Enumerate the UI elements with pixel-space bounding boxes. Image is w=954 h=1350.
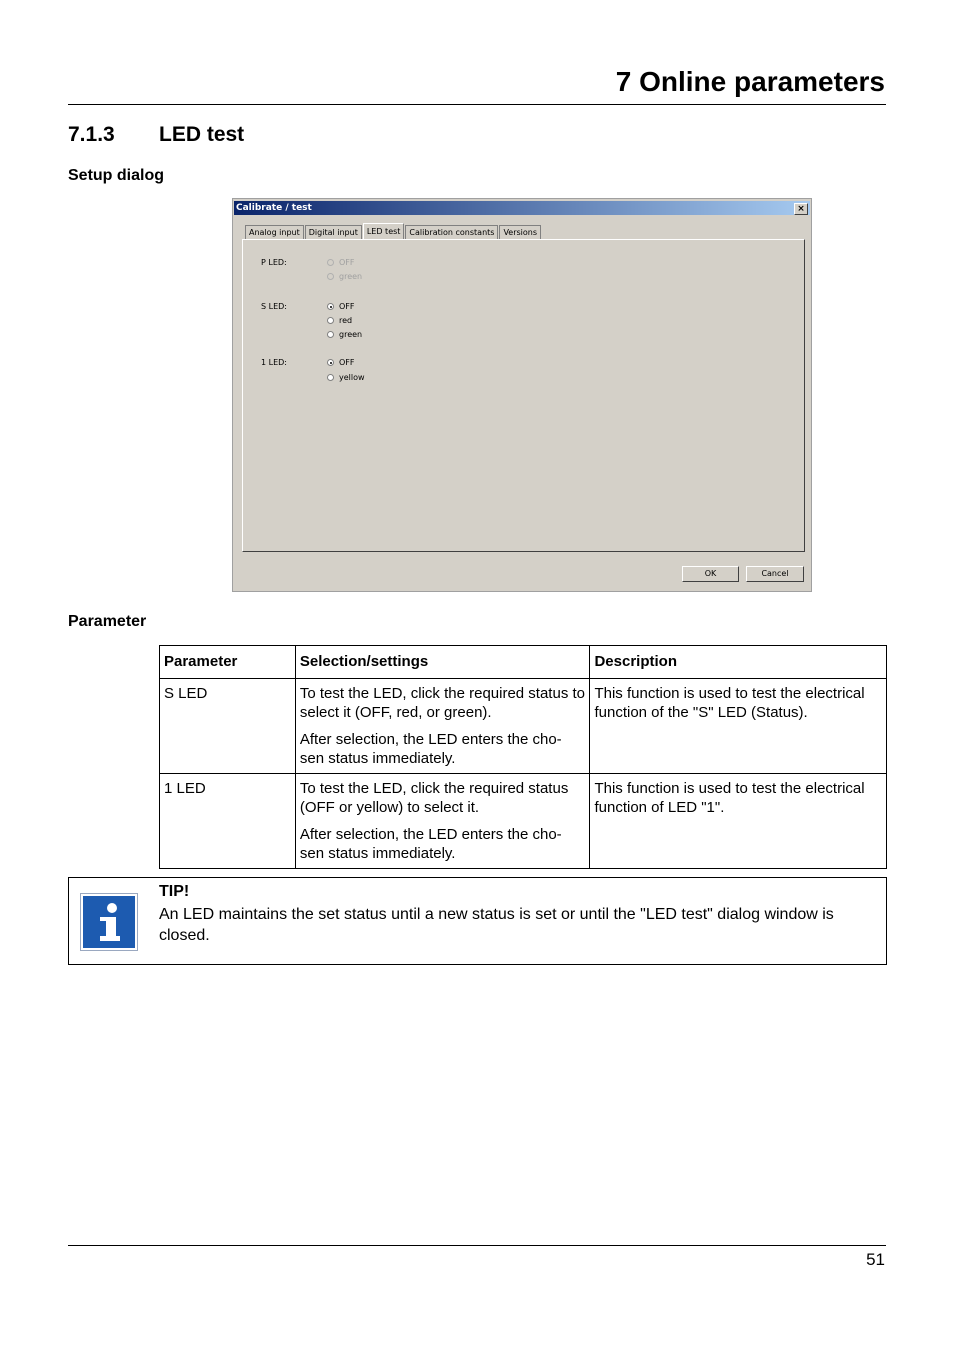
chapter-title: 7 Online parameters <box>615 66 885 97</box>
dialog-titlebar[interactable] <box>234 201 810 215</box>
info-icon <box>80 893 138 951</box>
tab-versions[interactable]: Versions <box>499 225 541 239</box>
tab-led-test[interactable]: LED test <box>363 223 405 240</box>
radio-checked-icon <box>327 359 334 366</box>
radio-icon <box>327 317 334 324</box>
cancel-button[interactable]: Cancel <box>746 566 804 582</box>
column-header-selection: Selection/settings <box>295 646 590 679</box>
p-led-label: P LED: <box>261 258 287 267</box>
setup-dialog-heading: Setup dialog <box>68 167 164 184</box>
page-number: 51 <box>866 1250 885 1269</box>
led-test-panel <box>242 239 805 552</box>
tab-bar <box>245 225 542 239</box>
p-led-green-radio[interactable]: green <box>327 272 362 281</box>
selection-cell: To test the LED, click the required status to select it (OFF, red, or green). After selection, the LED enters the cho-sen status immediately. <box>295 679 590 774</box>
s-led-red-radio[interactable]: red <box>327 316 352 325</box>
1-led-label: 1 LED: <box>261 358 287 367</box>
s-led-label: S LED: <box>261 302 287 311</box>
ok-button[interactable]: OK <box>682 566 739 582</box>
1-led-yellow-radio[interactable]: yellow <box>327 373 365 382</box>
table-header-row <box>160 646 887 679</box>
tip-title: TIP! <box>159 883 190 900</box>
column-header-parameter: Parameter <box>160 646 296 679</box>
radio-icon <box>327 331 334 338</box>
section-heading <box>68 123 244 147</box>
s-led-green-radio[interactable]: green <box>327 330 362 339</box>
p-led-off-radio[interactable]: OFF <box>327 258 355 267</box>
table-row <box>160 679 887 774</box>
radio-icon <box>327 374 334 381</box>
s-led-off-radio[interactable]: OFF <box>327 302 355 311</box>
tip-text: An LED maintains the set status until a new status is set or until the "LED test" dialog window is closed. <box>159 906 834 944</box>
section-title: LED test <box>159 123 245 146</box>
parameter-table <box>159 645 887 869</box>
description-cell: This function is used to test the electrical function of the "S" LED (Status). <box>590 679 887 774</box>
footer-rule <box>68 1245 886 1246</box>
header-rule <box>68 104 886 105</box>
close-icon: × <box>797 204 805 214</box>
radio-icon <box>327 273 334 280</box>
section-number: 7.1.3 <box>68 123 115 146</box>
1-led-off-radio[interactable]: OFF <box>327 358 355 367</box>
description-cell: This function is used to test the electrical function of LED "1". <box>590 774 887 869</box>
tab-calibration-constants[interactable]: Calibration constants <box>405 225 498 239</box>
radio-checked-icon <box>327 303 334 310</box>
tip-box <box>68 877 887 965</box>
calibrate-test-dialog <box>232 198 812 592</box>
selection-cell: To test the LED, click the required status (OFF or yellow) to select it. After selection, the LED enters the cho-sen status immediately. <box>295 774 590 869</box>
tab-digital-input[interactable]: Digital input <box>305 225 362 239</box>
table-row <box>160 774 887 869</box>
column-header-description: Description <box>590 646 887 679</box>
parameter-heading: Parameter <box>68 613 147 630</box>
parameter-cell: 1 LED <box>160 774 296 869</box>
radio-icon <box>327 259 334 266</box>
tab-analog-input[interactable]: Analog input <box>245 225 304 239</box>
dialog-title: Calibrate / test <box>236 203 312 213</box>
parameter-cell: S LED <box>160 679 296 774</box>
close-button[interactable] <box>794 203 808 215</box>
